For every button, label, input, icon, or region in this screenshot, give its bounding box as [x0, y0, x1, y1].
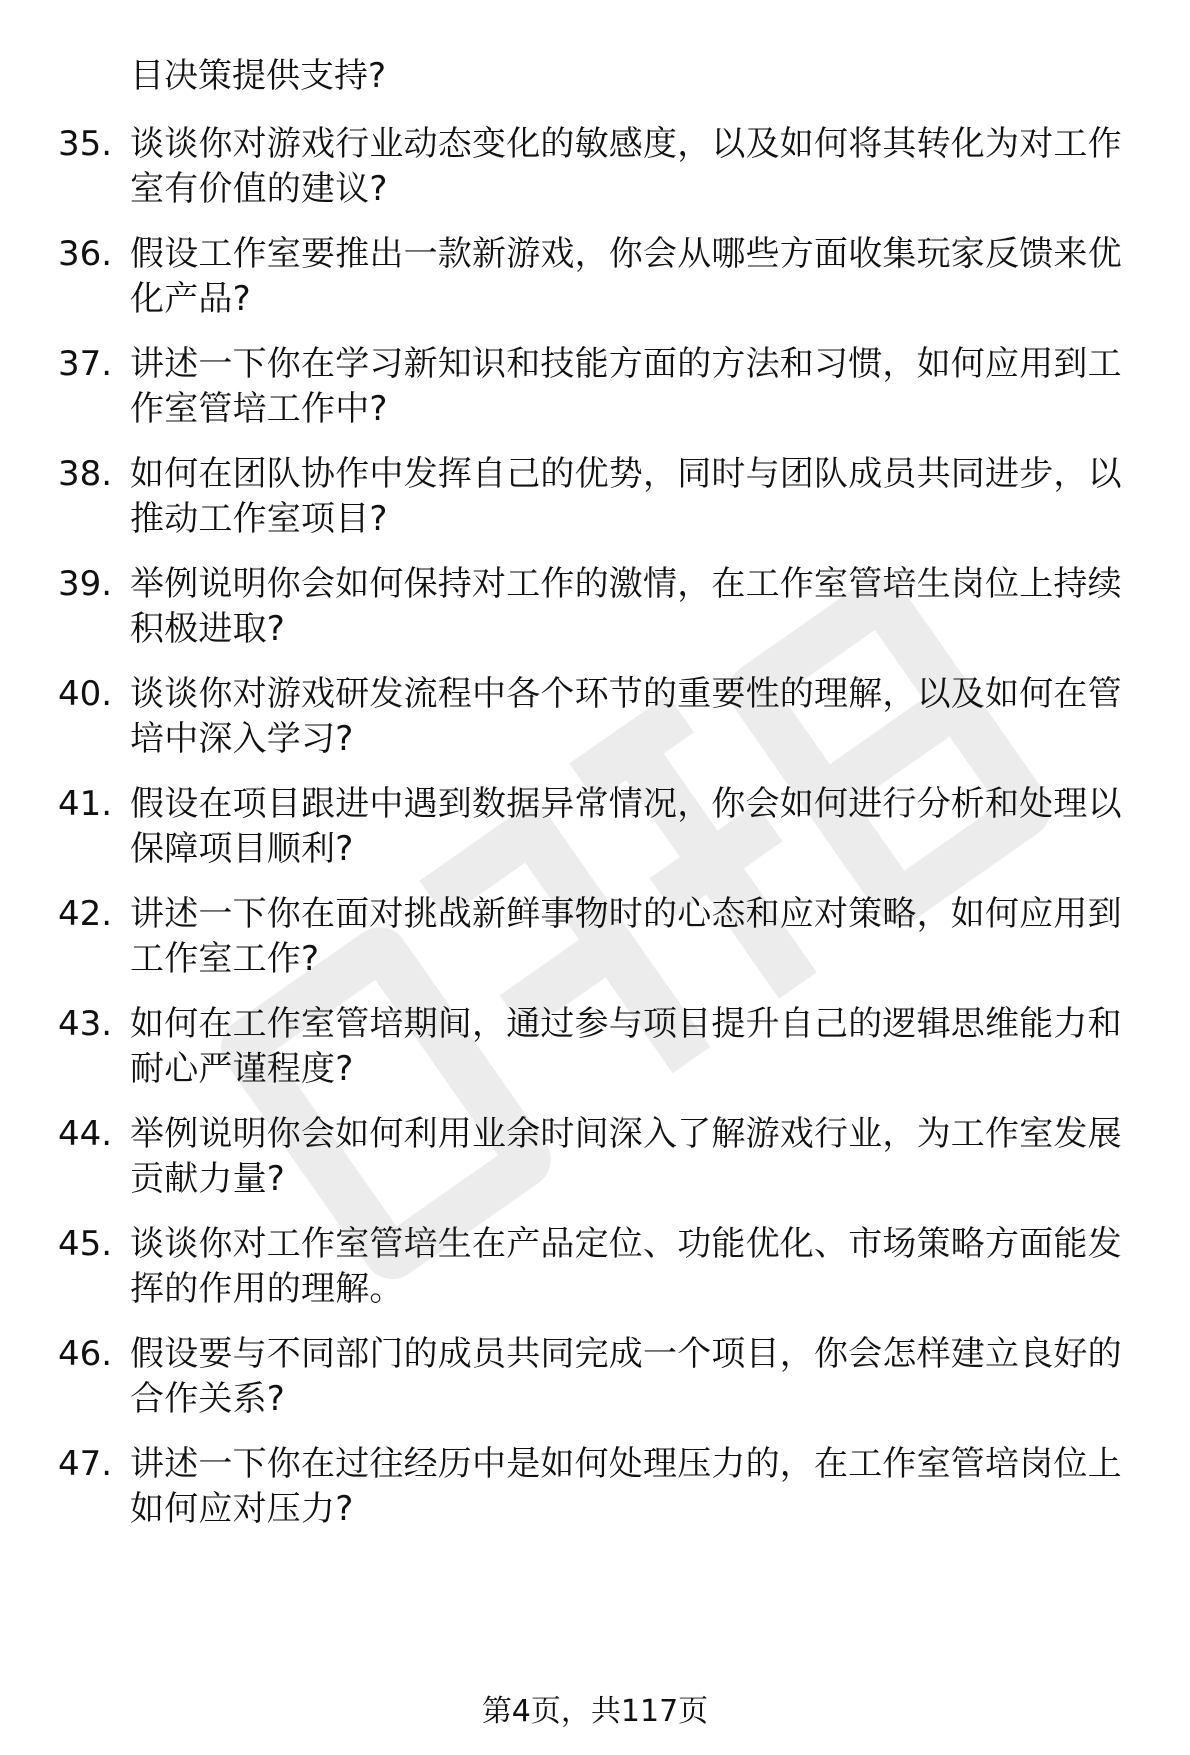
question-number: 43. [58, 1004, 113, 1044]
question-text: 举例说明你会如何利用业余时间深入了解游戏行业，为工作室发展贡献力量? [130, 1114, 1122, 1199]
question-text: 假设要与不同部门的成员共同完成一个项目，你会怎样建立良好的合作关系? [130, 1334, 1122, 1419]
question-number: 35. [58, 124, 113, 164]
question-text: 如何在工作室管培期间，通过参与项目提升自己的逻辑思维能力和耐心严谨程度? [130, 1004, 1122, 1089]
question-text: 讲述一下你在过往经历中是如何处理压力的，在工作室管培岗位上如何应对压力? [130, 1444, 1122, 1529]
question-text: 谈谈你对工作室管培生在产品定位、功能优化、市场策略方面能发挥的作用的理解。 [130, 1224, 1122, 1309]
question-number: 47. [58, 1444, 113, 1484]
question-text: 举例说明你会如何保持对工作的激情，在工作室管培生岗位上持续积极进取? [130, 564, 1122, 649]
question-number: 40. [58, 674, 113, 714]
question-text: 讲述一下你在面对挑战新鲜事物时的心态和应对策略，如何应用到工作室工作? [130, 894, 1122, 979]
question-number: 42. [58, 894, 113, 934]
question-text: 谈谈你对游戏研发流程中各个环节的重要性的理解，以及如何在管培中深入学习? [130, 674, 1122, 759]
question-number: 38. [58, 454, 113, 494]
question-text: 谈谈你对游戏行业动态变化的敏感度，以及如何将其转化为对工作室有价值的建议? [130, 124, 1122, 209]
continued-question-text: 目决策提供支持? [130, 56, 387, 96]
question-text: 如何在团队协作中发挥自己的优势，同时与团队成员共同进步，以推动工作室项目? [130, 454, 1122, 539]
question-number: 41. [58, 784, 113, 824]
question-text: 讲述一下你在学习新知识和技能方面的方法和习惯，如何应用到工作室管培工作中? [130, 344, 1122, 429]
question-number: 45. [58, 1224, 113, 1264]
question-number: 46. [58, 1334, 113, 1374]
question-number: 44. [58, 1114, 113, 1154]
question-number: 36. [58, 234, 113, 274]
page-number-footer: 第4页，共117页 [481, 1694, 709, 1729]
question-number: 39. [58, 564, 113, 604]
question-number: 37. [58, 344, 113, 384]
question-text: 假设工作室要推出一款新游戏，你会从哪些方面收集玩家反馈来优化产品? [130, 234, 1122, 319]
question-text: 假设在项目跟进中遇到数据异常情况，你会如何进行分析和处理以保障项目顺利? [130, 784, 1122, 869]
